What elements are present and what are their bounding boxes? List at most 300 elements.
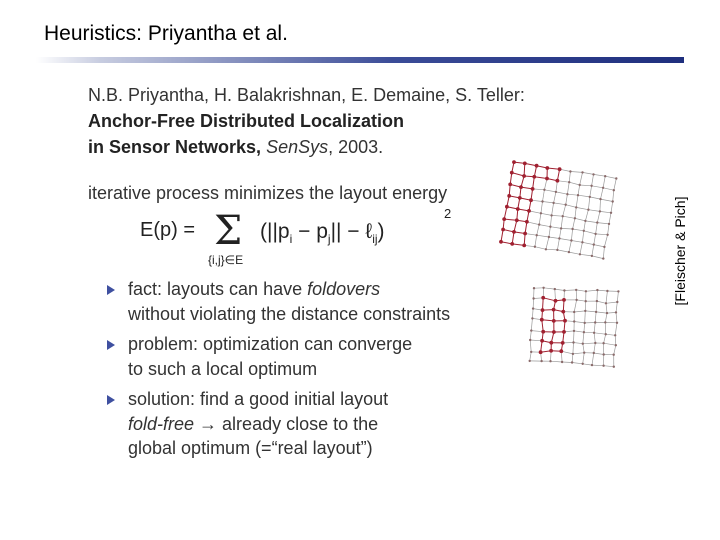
grid-edge xyxy=(544,190,556,192)
grid-node xyxy=(571,228,573,230)
grid-node xyxy=(573,330,575,332)
grid-node xyxy=(589,196,591,198)
grid-edge xyxy=(535,235,537,247)
grid-node xyxy=(549,349,553,353)
bullet-line: without violating the distance constraints xyxy=(128,303,451,324)
reference-venue: SenSys xyxy=(266,137,329,157)
grid-node xyxy=(556,179,560,183)
grid-edge xyxy=(561,216,563,228)
grid-edge xyxy=(604,366,614,367)
triangle-right-icon xyxy=(107,340,115,350)
grid-edge xyxy=(583,343,596,344)
grid-node xyxy=(581,171,583,173)
grid-node xyxy=(566,193,568,195)
reference-year: 2003. xyxy=(338,137,384,157)
grid-edge xyxy=(585,210,588,221)
formula-sum-subscript: {i,j}∈E xyxy=(208,253,244,267)
grid-node xyxy=(543,189,545,191)
grid-edge xyxy=(582,231,583,243)
grid-node xyxy=(549,341,553,345)
grid-node xyxy=(582,363,584,365)
grid-edge xyxy=(588,210,600,212)
grid-node xyxy=(512,160,516,164)
grid-edge xyxy=(601,199,613,201)
grid-node xyxy=(591,255,593,257)
formula-lhs: E(p) = xyxy=(140,219,196,241)
grid-edge xyxy=(559,239,571,241)
grid-edge xyxy=(554,192,556,203)
grid-node xyxy=(571,361,573,363)
grid-node xyxy=(552,202,554,204)
grid-node xyxy=(565,204,567,206)
bullet-text: fact: layouts can have xyxy=(128,279,308,299)
grid-edge xyxy=(592,186,604,188)
grid-node xyxy=(606,312,608,314)
grid-node xyxy=(579,184,581,186)
grid-node xyxy=(573,311,575,313)
grid-edge xyxy=(596,301,597,312)
formula-close: ) xyxy=(377,220,385,243)
grid-node xyxy=(522,174,526,178)
grid-node xyxy=(523,232,527,236)
grid-edge xyxy=(590,186,592,197)
formula-open: (||p xyxy=(260,220,290,243)
grid-node xyxy=(602,187,604,189)
grid-edge xyxy=(569,172,570,183)
grid-node xyxy=(541,308,545,312)
bullet-item xyxy=(105,332,505,381)
grid-edge xyxy=(578,195,590,197)
grid-edge xyxy=(583,344,584,353)
triangle-right-icon xyxy=(107,395,115,405)
layout-grid-foldfree xyxy=(492,158,632,280)
grid-edge xyxy=(600,211,611,212)
grid-node xyxy=(532,297,534,299)
grid-edge xyxy=(595,312,596,323)
grid-node xyxy=(573,320,575,322)
grid-edge xyxy=(563,216,575,218)
grid-edge xyxy=(594,323,595,333)
grid-node xyxy=(534,246,536,248)
grid-node xyxy=(570,239,572,241)
grid-node xyxy=(594,321,596,323)
grid-node xyxy=(602,365,604,367)
grid-edge xyxy=(556,192,568,194)
grid-edge xyxy=(569,182,580,185)
grid-node xyxy=(532,175,536,179)
bullet-item xyxy=(105,277,505,326)
grid-node xyxy=(529,198,533,202)
grid-edge xyxy=(614,179,617,191)
grid-edge xyxy=(600,199,601,211)
grid-edge xyxy=(585,221,597,223)
grid-node xyxy=(593,352,595,354)
grid-edge xyxy=(597,223,609,224)
grid-node xyxy=(541,330,545,334)
grid-edge xyxy=(616,312,617,322)
grid-node xyxy=(541,200,543,202)
grid-edge xyxy=(535,247,546,250)
grid-node xyxy=(575,299,577,301)
grid-node xyxy=(532,307,534,309)
grid-edge xyxy=(597,211,600,222)
grid-node xyxy=(560,227,562,229)
grid-edge xyxy=(578,185,580,195)
grid-node xyxy=(531,187,535,191)
image-credit xyxy=(673,151,687,351)
grid-edge xyxy=(552,215,563,216)
grid-node xyxy=(575,206,577,208)
grid-node xyxy=(527,209,531,213)
formula-sub-ij: ij xyxy=(372,232,378,246)
grid-edge xyxy=(574,322,585,323)
grid-edge xyxy=(539,213,541,224)
grid-edge xyxy=(615,335,616,345)
grid-node xyxy=(510,242,514,246)
grid-node xyxy=(536,234,538,236)
grid-edge xyxy=(583,353,585,364)
grid-node xyxy=(505,205,509,209)
grid-node xyxy=(550,214,552,216)
grid-node xyxy=(525,220,529,224)
grid-edge xyxy=(550,227,561,229)
grid-node xyxy=(562,215,564,217)
grid-node xyxy=(596,289,598,291)
grid-node xyxy=(540,360,542,362)
grid-node xyxy=(554,299,558,303)
grid-node xyxy=(582,343,584,345)
grid-node xyxy=(545,177,549,181)
grid-node xyxy=(592,173,594,175)
paper-reference xyxy=(88,82,588,160)
grid-node xyxy=(574,217,576,219)
grid-node xyxy=(563,289,565,291)
bullet-line: problem: optimization can converge xyxy=(128,334,413,354)
grid-edge xyxy=(596,312,607,313)
grid-edge xyxy=(613,190,614,201)
grid-edge xyxy=(537,235,549,237)
grid-node xyxy=(508,183,512,187)
image-credit-text: [Fleischer & Pich] xyxy=(672,196,688,306)
grid-edge xyxy=(585,311,586,323)
grid-edge xyxy=(617,291,618,302)
grid-edge xyxy=(574,343,583,344)
grid-node xyxy=(549,226,551,228)
grid-edge xyxy=(541,202,543,214)
grid-edge xyxy=(606,291,607,303)
grid-node xyxy=(584,220,586,222)
grid-edge xyxy=(546,237,549,249)
grid-edge xyxy=(580,172,583,185)
grid-edge xyxy=(555,289,565,290)
grid-edge xyxy=(567,182,569,194)
bullet-line xyxy=(128,412,505,437)
grid-node xyxy=(545,166,549,170)
grid-edge xyxy=(583,364,592,365)
grid-edge xyxy=(549,227,551,237)
grid-edge xyxy=(573,343,574,354)
grid-node xyxy=(614,334,616,336)
grid-node xyxy=(515,218,519,222)
grid-node xyxy=(540,339,544,343)
grid-node xyxy=(561,361,563,363)
grid-node xyxy=(603,353,605,355)
formula-sub-i: i xyxy=(289,232,293,246)
grid-edge xyxy=(574,331,584,332)
grid-node xyxy=(529,360,531,362)
grid-node xyxy=(577,194,579,196)
grid-node xyxy=(507,194,511,198)
grid-edge xyxy=(550,215,551,226)
grid-edge xyxy=(597,290,607,291)
sum-symbol: Σ xyxy=(214,208,243,254)
grid-node xyxy=(549,360,551,362)
grid-edge xyxy=(584,231,596,234)
bullet-item xyxy=(105,387,505,461)
grid-node xyxy=(602,342,604,344)
grid-edge xyxy=(604,334,606,343)
grid-node xyxy=(615,311,617,313)
grid-edge xyxy=(594,333,606,334)
grid-node xyxy=(605,333,607,335)
grid-edge xyxy=(543,202,554,203)
bullet-text-italic: foldovers xyxy=(307,279,381,299)
grid-node xyxy=(606,290,608,292)
grid-edge xyxy=(546,249,558,250)
grid-edge xyxy=(554,203,566,205)
grid-edge xyxy=(567,194,578,195)
grid-edge xyxy=(574,300,576,312)
grid-node xyxy=(584,310,586,312)
formula-body xyxy=(260,220,385,246)
grid-node xyxy=(587,209,589,211)
grid-node xyxy=(540,318,544,322)
grid-edge xyxy=(533,299,534,309)
grid-node xyxy=(559,349,563,353)
grid-edge xyxy=(605,176,616,178)
grid-edge xyxy=(574,331,575,343)
grid-node xyxy=(605,302,607,304)
grid-edge xyxy=(580,254,592,256)
grid-edge xyxy=(601,188,604,199)
grid-edge xyxy=(552,203,554,216)
grid-edge xyxy=(561,228,573,229)
formula-mid: || − ℓ xyxy=(330,220,373,243)
formula-sub-j: j xyxy=(327,232,331,246)
grid-edge xyxy=(541,213,552,215)
grid-edge xyxy=(576,195,578,207)
grid-edge xyxy=(537,225,540,236)
bullet-list xyxy=(105,277,505,467)
bullet-line: to such a local optimum xyxy=(128,358,318,379)
title-divider xyxy=(36,57,684,63)
grid-node xyxy=(599,210,601,212)
grid-node xyxy=(583,352,585,354)
grid-edge xyxy=(592,353,594,365)
bullet-text-italic: fold-free xyxy=(128,413,195,434)
grid-edge xyxy=(614,345,616,355)
grid-node xyxy=(542,287,544,289)
grid-edge xyxy=(594,234,596,245)
grid-edge xyxy=(534,177,547,179)
grid-node xyxy=(548,236,550,238)
slide-title: Heuristics: Priyantha et al. xyxy=(44,22,288,45)
grid-edge xyxy=(588,197,589,210)
grid-edge xyxy=(606,302,617,303)
grid-node xyxy=(522,244,526,248)
grid-node xyxy=(561,310,565,314)
grid-node xyxy=(581,241,583,243)
grid-edge xyxy=(583,332,584,344)
grid-edge xyxy=(557,250,569,252)
grid-node xyxy=(516,207,520,211)
grid-node xyxy=(594,342,596,344)
grid-node xyxy=(502,217,506,221)
grid-node xyxy=(530,329,532,331)
grid-edge xyxy=(531,318,532,330)
grid-edge xyxy=(606,334,616,335)
grid-edge xyxy=(603,247,604,259)
grid-node xyxy=(531,317,533,319)
grid-edge xyxy=(570,172,582,173)
reference-authors: N.B. Priyantha, H. Balakrishnan, E. Demaine, S. Teller: xyxy=(88,85,525,105)
grid-edge xyxy=(573,353,584,354)
grid-node xyxy=(591,364,593,366)
grid-node xyxy=(569,170,571,172)
grid-edge xyxy=(585,311,596,312)
grid-edge xyxy=(573,229,584,231)
grid-edge xyxy=(580,242,583,254)
grid-edge xyxy=(573,218,575,229)
grid-edge xyxy=(603,176,605,188)
grid-node xyxy=(568,251,570,253)
intro-text: iterative process minimizes the layout energy xyxy=(88,183,448,203)
grid-edge xyxy=(604,235,607,247)
grid-edge xyxy=(504,207,507,219)
triangle-right-icon xyxy=(107,285,115,295)
grid-node xyxy=(616,301,618,303)
grid-edge xyxy=(559,228,561,238)
grid-node xyxy=(594,233,596,235)
reference-title-line1: Anchor-Free Distributed Localization xyxy=(88,111,405,131)
grid-node xyxy=(579,253,581,255)
reference-comma-2: , xyxy=(328,137,339,157)
grid-node xyxy=(545,248,547,250)
grid-edge xyxy=(544,288,555,289)
grid-node xyxy=(501,228,505,232)
grid-edge xyxy=(603,188,614,190)
grid-edge xyxy=(512,173,524,176)
grid-edge xyxy=(590,197,601,199)
grid-node xyxy=(593,332,595,334)
grid-node xyxy=(558,237,560,239)
grid-edge xyxy=(611,202,613,213)
grid-edge xyxy=(597,301,606,303)
grid-edge xyxy=(584,221,586,231)
grid-edge xyxy=(592,174,594,185)
grid-edge xyxy=(576,207,588,209)
grid-node xyxy=(572,353,574,355)
grid-edge xyxy=(576,290,586,291)
grid-node xyxy=(556,249,558,251)
grid-edge xyxy=(530,331,531,340)
grid-edge xyxy=(562,362,572,363)
grid-node xyxy=(596,300,598,302)
grid-edge xyxy=(532,309,533,319)
grid-edge xyxy=(583,172,594,174)
grid-edge xyxy=(549,237,560,239)
bullet-text: → already close to the xyxy=(194,413,379,434)
grid-node xyxy=(613,366,615,368)
grid-edge xyxy=(539,225,550,227)
grid-edge xyxy=(563,205,566,217)
bullet-line xyxy=(128,277,505,302)
grid-edge xyxy=(571,229,572,241)
grid-edge xyxy=(557,239,559,250)
grid-node xyxy=(499,240,503,244)
grid-node xyxy=(602,257,604,259)
grid-node xyxy=(599,198,601,200)
grid-edge xyxy=(609,213,611,224)
grid-edge xyxy=(592,256,603,259)
grid-node xyxy=(558,167,562,171)
grid-edge xyxy=(572,354,573,363)
grid-edge xyxy=(566,194,568,205)
grid-node xyxy=(519,185,523,189)
grid-edge xyxy=(572,363,583,364)
formula-minus: − p xyxy=(292,220,328,243)
grid-edge xyxy=(615,323,617,336)
grid-edge xyxy=(616,302,617,312)
grid-node xyxy=(535,164,539,168)
grid-node xyxy=(562,330,566,334)
grid-node xyxy=(552,330,556,334)
grid-node xyxy=(510,171,514,175)
grid-node xyxy=(541,296,545,300)
grid-edge xyxy=(569,241,572,253)
energy-formula xyxy=(138,200,478,270)
grid-node xyxy=(540,212,542,214)
grid-node xyxy=(555,191,557,193)
grid-edge xyxy=(594,353,604,355)
grid-node xyxy=(616,322,618,324)
formula-power: 2 xyxy=(444,206,452,221)
bullet-line: solution: find a good initial layout xyxy=(128,389,389,409)
grid-edge xyxy=(577,300,586,301)
grid-node xyxy=(606,234,608,236)
grid-node xyxy=(575,289,577,291)
grid-edge xyxy=(530,340,531,352)
grid-edge xyxy=(594,174,606,176)
grid-edge xyxy=(582,242,593,244)
grid-edge xyxy=(575,218,586,221)
grid-node xyxy=(585,300,587,302)
grid-node xyxy=(518,196,522,200)
layout-grid-foldover xyxy=(520,282,630,377)
grid-edge xyxy=(569,252,580,254)
grid-edge xyxy=(594,245,605,247)
bullet-line: global optimum (=“real layout”) xyxy=(128,438,373,458)
grid-edge xyxy=(571,241,582,243)
grid-node xyxy=(539,350,543,354)
grid-edge xyxy=(596,234,608,235)
grid-node xyxy=(523,162,527,166)
grid-node xyxy=(615,344,617,346)
reference-title-line2: in Sensor Networks xyxy=(88,137,257,157)
grid-node xyxy=(530,351,532,353)
grid-edge xyxy=(592,245,594,256)
grid-edge xyxy=(566,205,577,208)
